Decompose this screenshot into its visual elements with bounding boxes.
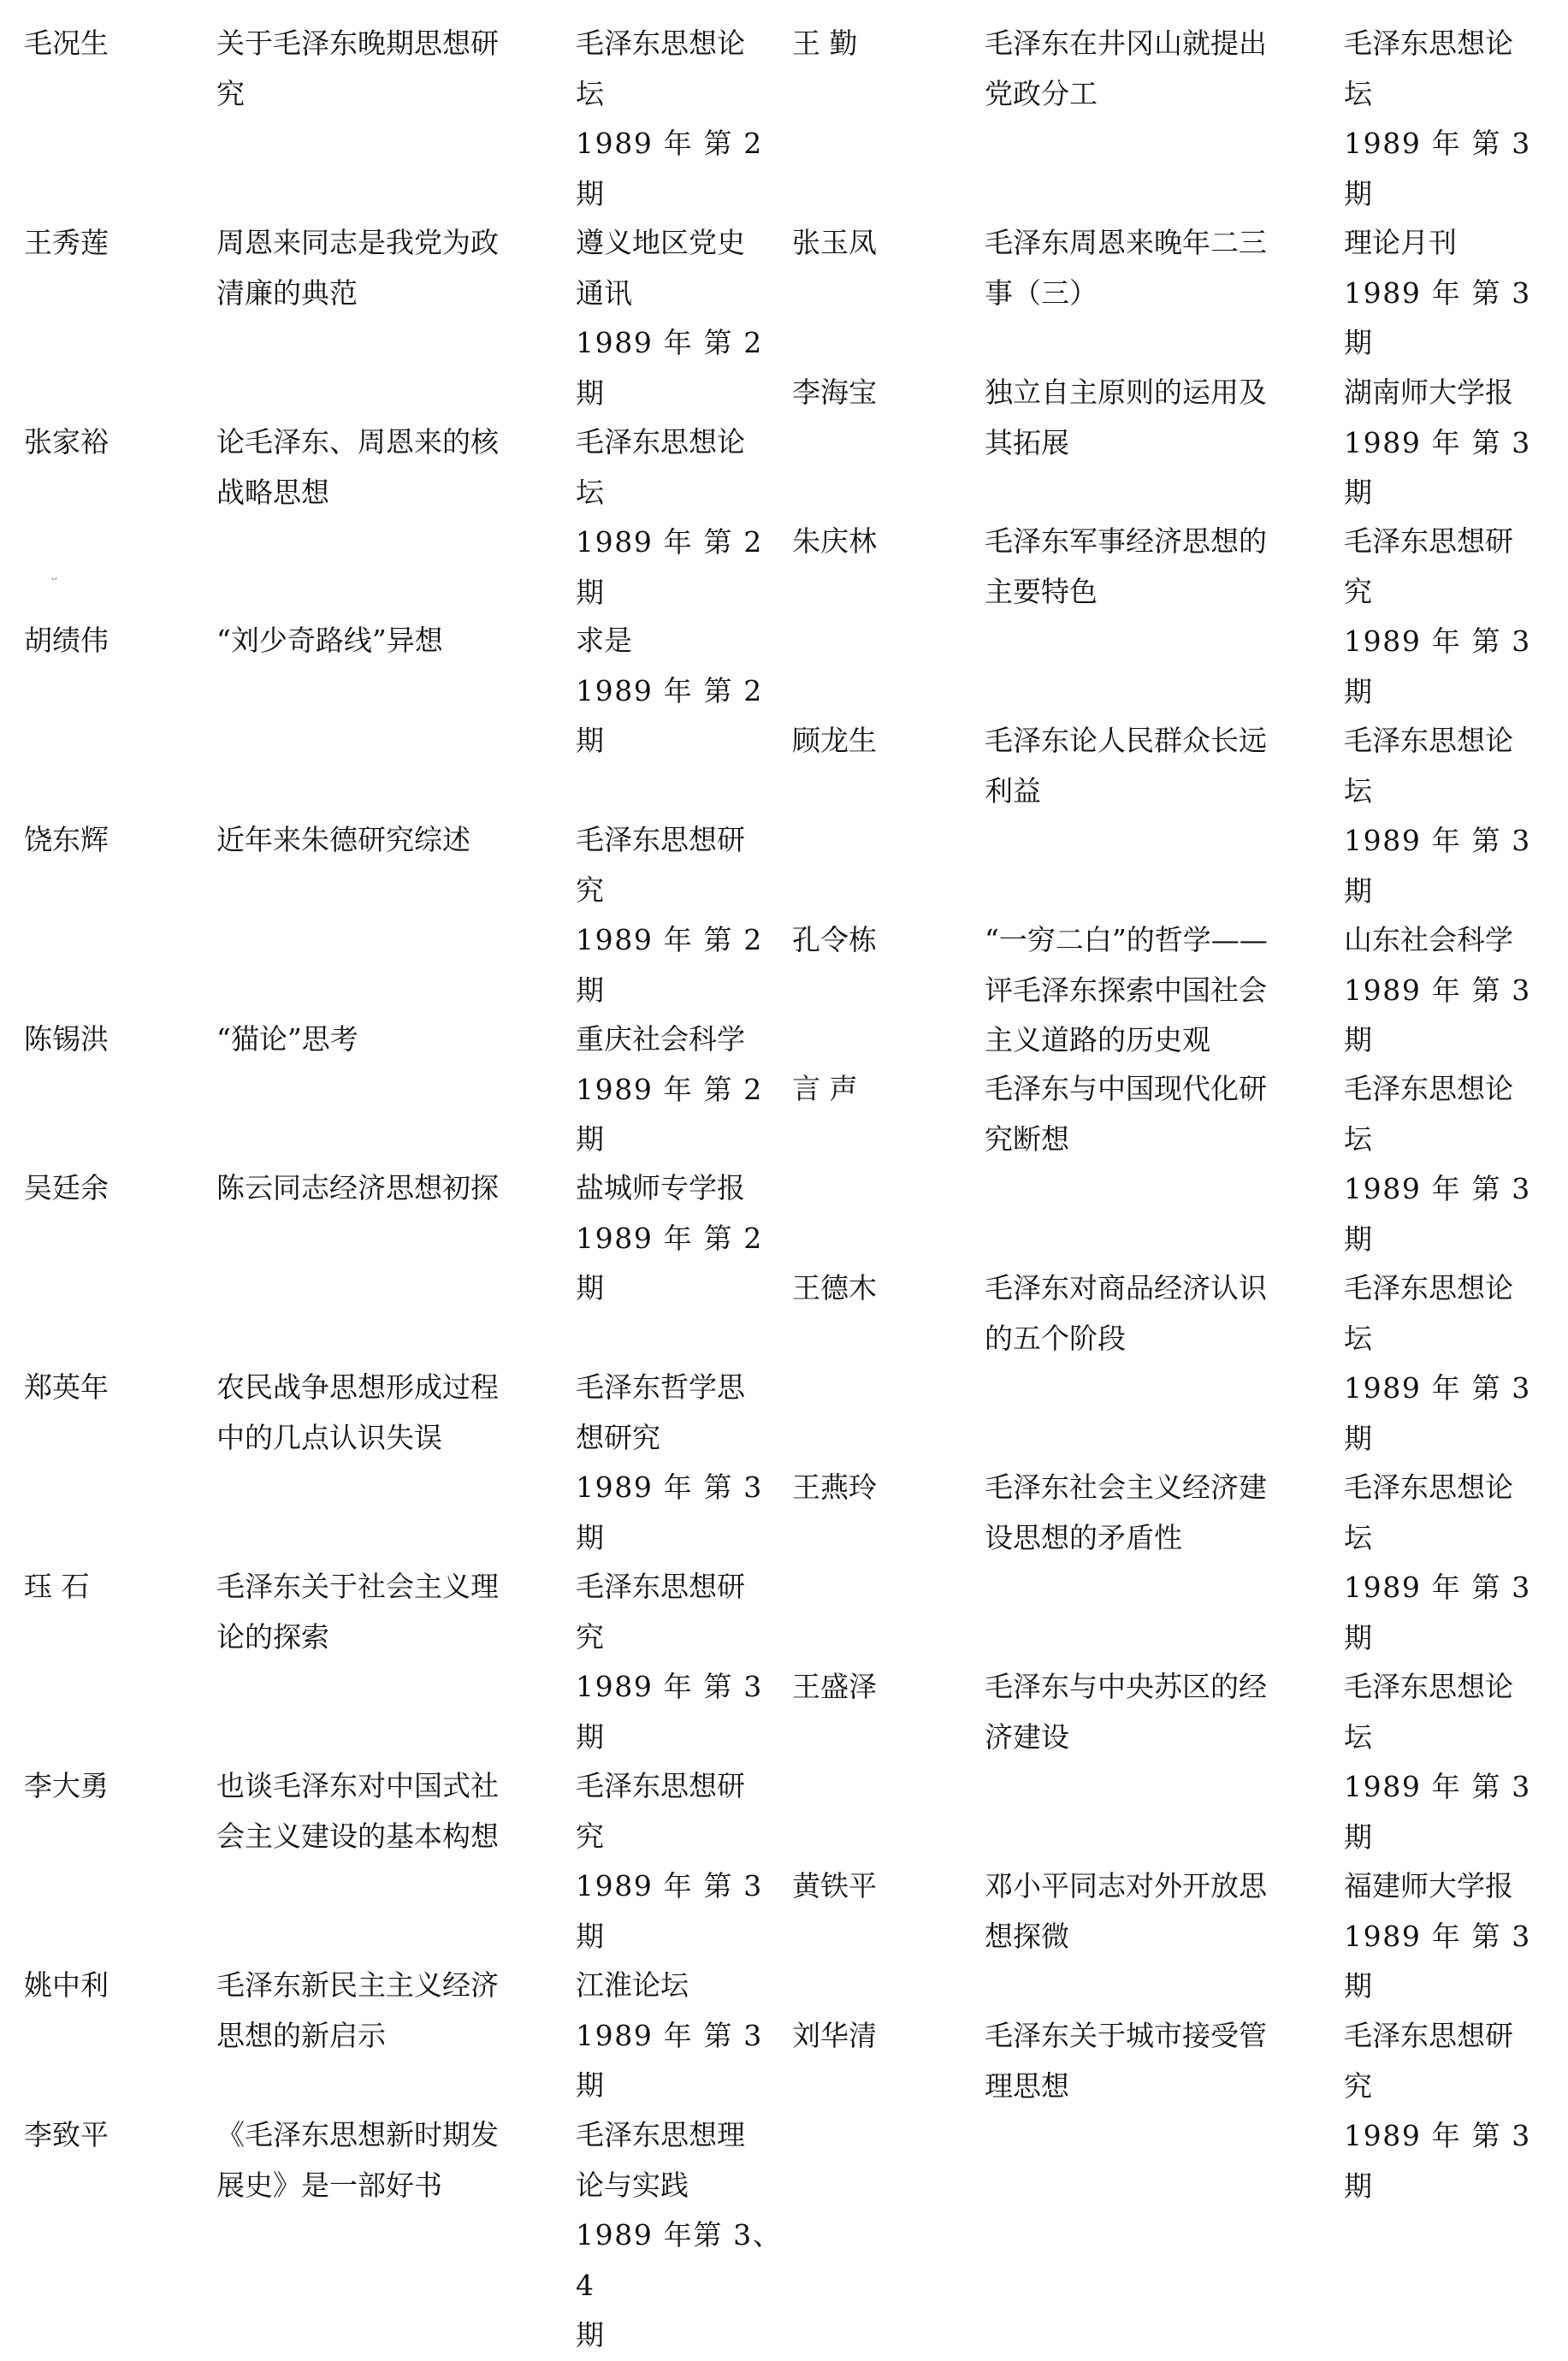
- entry-title-line: 邓小平同志对外开放思: [985, 1869, 1267, 1902]
- entry-source-line: 毛泽东哲学思: [576, 1370, 745, 1404]
- entry-source-line: 毛泽东思想论: [1344, 1271, 1513, 1305]
- entry-source-line: 1989 年 第 2: [576, 525, 763, 559]
- entry-title: [985, 1662, 1327, 1762]
- entry-title: [216, 417, 567, 518]
- entry-title-line: 毛泽东与中国现代化研: [985, 1072, 1267, 1105]
- entry-title: [985, 1064, 1327, 1164]
- entry-source: [1344, 1064, 1545, 1264]
- entry-source-line: 毛泽东思想论: [576, 27, 745, 60]
- entry-author: 陈锡洪: [24, 1022, 109, 1056]
- entry-source-line: 毛泽东思想研: [1344, 2019, 1513, 2052]
- entry-title: [985, 1263, 1327, 1364]
- entry-source-line: 期: [1344, 1222, 1372, 1256]
- entry-title-line: 利益: [985, 773, 1041, 808]
- entry-source-line: 1989 年 第 2: [576, 923, 763, 956]
- entry-source-line: 期: [576, 1271, 604, 1305]
- entry-title-line: 清廉的典范: [216, 275, 358, 310]
- entry-source-line: 毛泽东思想研: [576, 1769, 745, 1802]
- entry-source: [1344, 1662, 1545, 1862]
- entry-title-line: 农民战争思想形成过程: [216, 1370, 499, 1404]
- entry-title-line: 近年来朱德研究综述: [216, 823, 470, 856]
- entry-title-line: 评毛泽东探索中国社会: [985, 973, 1267, 1007]
- entry-source-line: 1989 年 第 3: [1344, 2119, 1531, 2152]
- entry-source: [1344, 1463, 1545, 1663]
- entry-title: [985, 915, 1327, 1066]
- entry-title: [985, 19, 1327, 119]
- entry-title-line: 毛泽东周恩来晚年二三: [985, 226, 1267, 259]
- entry-source: [1344, 915, 1545, 1066]
- entry-title-line: 毛泽东论人民群众长远: [985, 724, 1267, 757]
- entry-source-line: 重庆社会科学: [576, 1022, 745, 1056]
- entry-title-line: 论的探索: [216, 1619, 329, 1654]
- entry-source-line: 1989 年 第 3: [1344, 425, 1531, 459]
- entry-source-line: 1989 年 第 2: [576, 127, 763, 160]
- print-speck: ᵕ: [51, 571, 57, 589]
- entry-source-line: 1989 年 第 2: [576, 673, 763, 707]
- entry-author: 毛况生: [24, 27, 109, 60]
- entry-source-line: 期: [576, 1122, 604, 1156]
- entry-title: [216, 19, 567, 119]
- entry-source-line: 期: [1344, 674, 1372, 708]
- entry-source: [1344, 218, 1545, 369]
- entry-source-line: 坛: [1344, 1121, 1372, 1156]
- entry-source: [1344, 1263, 1545, 1464]
- entry-author: 王 勤: [792, 27, 858, 60]
- entry-author: 姚中利: [24, 1968, 109, 2002]
- entry-source: [576, 815, 785, 1015]
- entry-title-line: 毛泽东新民主主义经济: [216, 1968, 499, 2002]
- entry-title-line: 主义道路的历史观: [985, 1023, 1210, 1056]
- entry-source-line: 究: [576, 1619, 604, 1654]
- entry-source-line: 毛泽东思想论: [1344, 27, 1513, 60]
- entry-author: 王盛泽: [792, 1670, 877, 1703]
- entry-source-line: 1989 年 第 2: [576, 1221, 763, 1255]
- entry-source-line: 期: [1344, 1969, 1372, 2003]
- entry-source: [576, 218, 785, 418]
- entry-source: [1344, 517, 1545, 717]
- entry-title-line: 周恩来同志是我党为政: [216, 226, 499, 259]
- entry-title: [216, 1562, 567, 1662]
- entry-author: 言 声: [792, 1072, 858, 1105]
- entry-source: [1344, 2011, 1545, 2211]
- entry-author: 饶东辉: [24, 823, 109, 856]
- entry-source-line: 1989 年 第 3: [1344, 1571, 1531, 1604]
- entry-source-line: 坛: [1344, 1321, 1372, 1355]
- entry-title-line: 展史》是一部好书: [216, 2168, 442, 2202]
- entry-title: [985, 1861, 1327, 1962]
- entry-author: 李海宝: [792, 376, 877, 409]
- entry-author: 珏 石: [24, 1570, 90, 1603]
- entry-author: 李大勇: [24, 1769, 109, 1802]
- entry-title-line: 毛泽东社会主义经济建: [985, 1470, 1267, 1504]
- entry-title-line: 论毛泽东、周恩来的核: [216, 425, 499, 459]
- entry-source: [576, 1015, 785, 1165]
- entry-source-line: 1989 年 第 3: [576, 2018, 763, 2052]
- entry-source-line: 1989 年 第 2: [576, 326, 763, 359]
- entry-source-line: 期: [1344, 326, 1372, 359]
- entry-source-line: 1989 年 第 3: [1344, 127, 1531, 160]
- entry-title-line: 思想的新启示: [216, 2018, 386, 2052]
- entry-source-line: 江淮论坛: [576, 1968, 689, 2002]
- entry-source-line: 期: [1344, 476, 1372, 509]
- entry-author: 王燕玲: [792, 1470, 877, 1504]
- entry-source-line: 1989 年 第 3: [1344, 624, 1531, 658]
- entry-source-line: 期: [1344, 176, 1372, 210]
- entry-title: [985, 218, 1327, 318]
- entry-title-line: 毛泽东在井冈山就提出: [985, 27, 1267, 60]
- entry-source-line: 究: [1344, 2068, 1372, 2103]
- entry-source-line: 期: [576, 2068, 604, 2102]
- entry-title-line: 独立自主原则的运用及: [985, 376, 1267, 409]
- entry-source-line: 遵义地区党史: [576, 226, 745, 259]
- entry-source: [1344, 716, 1545, 916]
- entry-source-line: 湖南师大学报: [1344, 376, 1513, 409]
- entry-author: 李致平: [24, 2118, 109, 2151]
- entry-title: [216, 1761, 567, 1861]
- entry-source-line: 盐城师专学报: [576, 1171, 745, 1204]
- entry-source: [1344, 1861, 1545, 2012]
- entry-title-line: 也谈毛泽东对中国式社: [216, 1769, 499, 1802]
- entry-source: [576, 2110, 785, 2361]
- entry-source-line: 期: [576, 1719, 604, 1754]
- entry-source-line: 福建师大学报: [1344, 1869, 1513, 1902]
- entry-source-line: 期: [576, 973, 604, 1007]
- entry-author: 顾龙生: [792, 724, 877, 757]
- entry-title: [216, 1961, 567, 2061]
- entry-author: 王德木: [792, 1271, 877, 1305]
- entry-author: 孔令栋: [792, 923, 877, 956]
- entry-title-line: 其拓展: [985, 425, 1069, 459]
- entry-source: [576, 417, 785, 618]
- entry-title-line: 毛泽东关于城市接受管: [985, 2019, 1267, 2052]
- entry-source: [1344, 19, 1545, 219]
- entry-title-line: 中的几点认识失误: [216, 1420, 442, 1454]
- entry-source-line: 1989 年 第 3: [1344, 1172, 1531, 1205]
- entry-source-line: 通讯: [576, 275, 632, 310]
- entry-source-line: 坛: [576, 76, 604, 110]
- entry-source-line: 期: [1344, 1820, 1372, 1854]
- entry-author: 黄铁平: [792, 1869, 877, 1902]
- entry-author: 张家裕: [24, 425, 109, 459]
- entry-author: 刘华清: [792, 2019, 877, 2052]
- entry-source-line: 1989 年 第 3: [576, 1470, 763, 1504]
- entry-source-line: 期: [576, 176, 604, 210]
- entry-title-line: 究: [216, 76, 245, 110]
- entry-title: [216, 1163, 567, 1214]
- entry-source-line: 求是: [576, 624, 632, 657]
- entry-source-line: 坛: [1344, 1520, 1372, 1554]
- entry-source-line: 1989 年 第 3: [1344, 1371, 1531, 1405]
- entry-title-line: 究断想: [985, 1121, 1069, 1156]
- entry-source-line: 毛泽东思想理: [576, 2118, 745, 2151]
- entry-source-line: 毛泽东思想研: [1344, 524, 1513, 558]
- entry-author: 吴廷余: [24, 1171, 109, 1204]
- entry-source-line: 想研究: [576, 1420, 660, 1454]
- entry-title-line: 《毛泽东思想新时期发: [216, 2118, 499, 2151]
- entry-source-line: 究: [576, 873, 604, 907]
- entry-source-line: 期: [1344, 2169, 1372, 2203]
- entry-source-line: 毛泽东思想论: [576, 425, 745, 459]
- entry-source-line: 1989 年 第 3: [576, 1869, 763, 1902]
- entry-title: [216, 815, 567, 866]
- entry-source-line: 期: [576, 1919, 604, 1953]
- entry-source: [576, 1961, 785, 2111]
- entry-title-line: 事（三）: [985, 275, 1098, 310]
- entry-source-line: 1989 年 第 3: [1344, 1919, 1531, 1953]
- entry-author: 张玉凤: [792, 226, 877, 259]
- entry-author: 王秀莲: [24, 226, 109, 259]
- entry-title-line: 理思想: [985, 2068, 1069, 2103]
- entry-source-line: 期: [1344, 1620, 1372, 1654]
- entry-source-line: 期: [576, 376, 604, 410]
- entry-source-line: 期: [1344, 873, 1372, 908]
- entry-title-line: 关于毛泽东晚期思想研: [216, 27, 499, 60]
- entry-title: [216, 616, 567, 666]
- entry-title-line: 想探微: [985, 1919, 1069, 1953]
- entry-source-line: 毛泽东思想论: [1344, 1072, 1513, 1105]
- entry-title: [985, 716, 1327, 816]
- entry-title: [216, 1363, 567, 1463]
- entry-title-line: 毛泽东对商品经济认识: [985, 1271, 1267, 1305]
- entry-title: [985, 1463, 1327, 1563]
- entry-source-line: 毛泽东思想研: [576, 1570, 745, 1603]
- entry-source-line: 坛: [576, 475, 604, 509]
- entry-title-line: 党政分工: [985, 76, 1098, 110]
- entry-source-line: 期: [1344, 1421, 1372, 1455]
- entry-source-line: 1989 年 第 3: [1344, 1770, 1531, 1803]
- entry-source-line: 毛泽东思想论: [1344, 724, 1513, 757]
- entry-title-line: 毛泽东军事经济思想的: [985, 524, 1267, 558]
- entry-source-line: 期: [576, 724, 604, 757]
- entry-source-line: 1989 年 第 3: [1344, 824, 1531, 857]
- entry-source-line: 坛: [1344, 773, 1372, 808]
- entry-source-line: 坛: [1344, 1719, 1372, 1754]
- entry-source-line: 究: [1344, 574, 1372, 608]
- entry-author: 朱庆林: [792, 524, 877, 558]
- entry-author: 胡绩伟: [24, 624, 109, 657]
- entry-source: [576, 1163, 785, 1314]
- entry-source: [576, 1562, 785, 1762]
- entry-source-line: 毛泽东思想论: [1344, 1670, 1513, 1703]
- entry-source: [576, 1761, 785, 1962]
- entry-title-line: 毛泽东与中央苏区的经: [985, 1670, 1267, 1703]
- entry-source: [576, 1363, 785, 1563]
- entry-source-line: 期: [576, 2318, 604, 2352]
- entry-title-line: “刘少奇路线”异想: [216, 624, 443, 657]
- entry-source-line: 究: [576, 1819, 604, 1853]
- entry-source-line: 毛泽东思想论: [1344, 1470, 1513, 1504]
- entry-title: [985, 368, 1327, 468]
- entry-source-line: 1989 年 第 2: [576, 1072, 763, 1106]
- entry-title-line: 会主义建设的基本构想: [216, 1819, 499, 1853]
- entry-source-line: 山东社会科学: [1344, 923, 1513, 956]
- entry-title: [985, 517, 1327, 617]
- entry-title: [216, 2110, 567, 2210]
- entry-title: [216, 218, 567, 318]
- entry-title-line: “一穷二白”的哲学——: [985, 923, 1268, 956]
- entry-source-line: 1989 年 第 3: [1344, 973, 1531, 1007]
- entry-source-line: 坛: [1344, 76, 1372, 110]
- entry-source-line: 期: [1344, 1023, 1372, 1056]
- entry-title-line: 设思想的矛盾性: [985, 1520, 1182, 1554]
- entry-source-line: 1989 年 第 3: [576, 1670, 763, 1703]
- entry-source-line: 论与实践: [576, 2168, 689, 2202]
- entry-source: [576, 616, 785, 766]
- entry-title-line: 陈云同志经济思想初探: [216, 1171, 499, 1204]
- entry-source-line: 期: [576, 1520, 604, 1554]
- entry-source: [1344, 368, 1545, 518]
- entry-source-line: 1989 年第 3、4: [576, 2218, 783, 2302]
- entry-source-line: 期: [576, 575, 604, 609]
- entry-title-line: 济建设: [985, 1719, 1069, 1754]
- entry-title-line: 毛泽东关于社会主义理: [216, 1570, 499, 1603]
- entry-source-line: 理论月刊: [1344, 226, 1457, 259]
- entry-title-line: “猫论”思考: [216, 1022, 358, 1056]
- entry-title: [985, 2011, 1327, 2111]
- entry-source-line: 1989 年 第 3: [1344, 275, 1531, 310]
- entry-source: [576, 19, 785, 219]
- entry-author: 郑英年: [24, 1370, 109, 1404]
- entry-source-line: 毛泽东思想研: [576, 823, 745, 856]
- entry-title-line: 主要特色: [985, 574, 1098, 608]
- entry-title-line: 战略思想: [216, 475, 329, 509]
- entry-title-line: 的五个阶段: [985, 1321, 1126, 1355]
- entry-title: [216, 1015, 567, 1065]
